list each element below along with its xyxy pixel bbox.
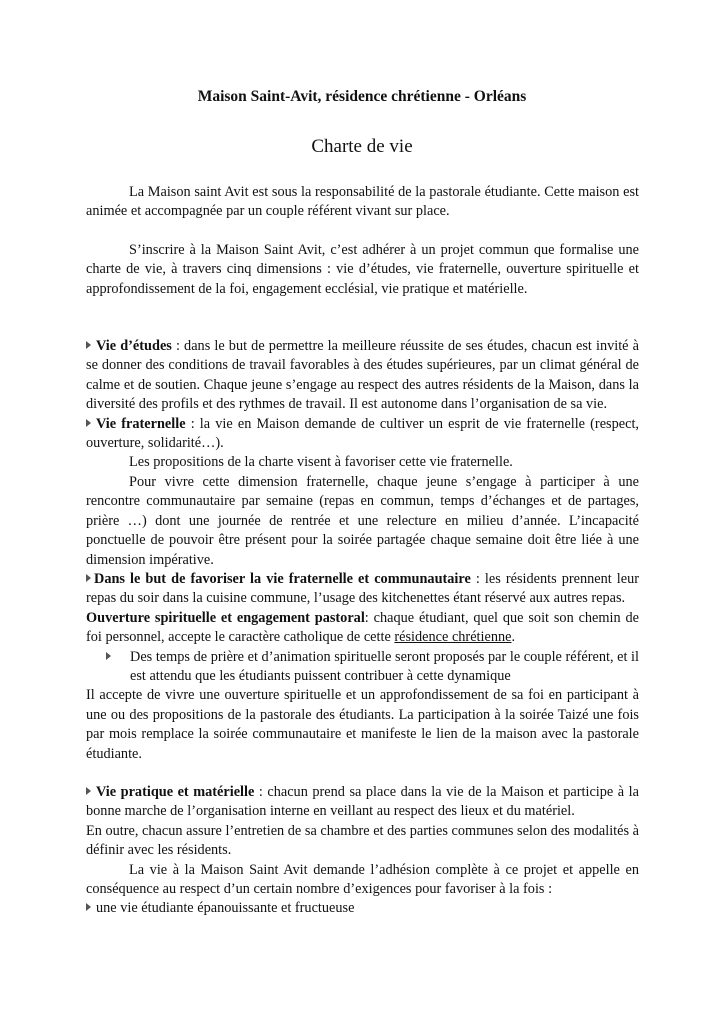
section-text: : chacun prend sa place dans la vie de la Maison et participe à la bonne marche de l’organisation interne en veillant au respect des lieux et du matériel. (86, 783, 639, 820)
document-title: Charte de vie (311, 136, 413, 157)
intro-paragraph-2: S’inscrire à la Maison Saint Avit, c’est adhérer à un projet commun que formalise une charte de vie, à travers cinq dimensions : vie d’études, vie fraternelle, ouverture spirituelle et approfondissement de la foi, engagement ecclésial, vie pratique et matérielle. (86, 241, 639, 297)
priere-bullet-item (86, 648, 639, 687)
section-title: Ouverture spirituelle et engagement pastoral (86, 609, 365, 626)
section-vie-etudes (86, 337, 639, 415)
final-bullet-item (86, 899, 639, 918)
document-body (86, 183, 639, 919)
spirituelle-paragraph-2: Il accepte de vivre une ouverture spirituelle et un approfondissement de sa foi en participant à une ou des propositions de la pastorale des étudiants. La participation à la soirée Taizé une fois par mois remplace la soirée communautaire et manifeste le lien de la maison avec la pastorale étudiante. (86, 687, 639, 762)
document-heading: Maison Saint-Avit, résidence chrétienne - Orléans (197, 88, 527, 105)
triangle-bullet-icon (86, 341, 91, 349)
section-text: : la vie en Maison demande de cultiver un esprit de vie fraternelle (respect, ouverture, solidarité…). (86, 415, 639, 452)
fraternelle-paragraph-3: Pour vivre cette dimension fraternelle, chaque jeune s’engage à participer à une rencontre communautaire par semaine (repas en commun, temps d’échanges et de partages, prière …) dont une journée de rentrée et une relecture en milieu d’année. L’incapacité ponctuelle de pouvoir être présent pour la soirée partagée chaque semaine doit être liée à une dimension impérative. (86, 473, 639, 568)
fraternelle-paragraph-2: Les propositions de la charte visent à favoriser cette vie fraternelle. (129, 454, 513, 471)
section-text-end: . (511, 629, 516, 646)
section-vie-fraternelle (86, 415, 639, 454)
section-text: : les résidents prennent leur repas du soir dans la cuisine commune, l’usage des kitchenettes étant réservé aux autres repas. (86, 570, 640, 607)
section-favoriser (86, 570, 639, 609)
pratique-paragraph-2: En outre, chacun assure l’entretien de sa chambre et des parties communes selon des modalités à définir avec les résidents. (86, 822, 639, 859)
section-title: Vie fraternelle (96, 415, 186, 432)
bullet-text: Des temps de prière et d’animation spirituelle seront proposés par le couple référent, et il est attendu que les étudiants puissent contribuer à cette dynamique (130, 648, 639, 684)
section-text: : dans le but de permettre la meilleure réussite de ses études, chacun est invité à se donner des conditions de travail favorables à des études supérieures, par un climat général de calme et de soutien. Chaque jeune s’engage au respect des autres résidents de la Maison, dans la diversité des profils et des rythmes de travail. Il est autonome dans l’organisation de sa vie. (86, 338, 639, 413)
intro-paragraph-1: La Maison saint Avit est sous la responsabilité de la pastorale étudiante. Cette maison est animée et accompagnée par un couple référent vivant sur place. (86, 184, 639, 220)
section-title: Vie d’études (96, 338, 172, 355)
triangle-bullet-icon (86, 787, 91, 795)
residence-link-text: résidence chrétienne (394, 629, 512, 646)
section-title: Dans le but de favoriser la vie fraternelle et communautaire (94, 570, 471, 587)
bullet-text: une vie étudiante épanouissante et fructueuse (96, 900, 355, 917)
triangle-bullet-icon (106, 652, 111, 660)
section-vie-pratique (86, 783, 639, 822)
section-ouverture-spirituelle (86, 609, 639, 648)
triangle-bullet-icon (86, 419, 91, 427)
section-title: Vie pratique et matérielle (96, 783, 255, 800)
pratique-paragraph-3: La vie à la Maison Saint Avit demande l’adhésion complète à ce projet et appelle en conséquence au respect d’un certain nombre d’exigences pour favoriser à la fois : (86, 861, 639, 897)
section-text: : chaque étudiant, quel que soit son chemin de foi personnel, accepte le caractère catholique de cette (86, 609, 639, 646)
triangle-bullet-icon (86, 903, 91, 911)
triangle-bullet-icon (86, 574, 91, 582)
